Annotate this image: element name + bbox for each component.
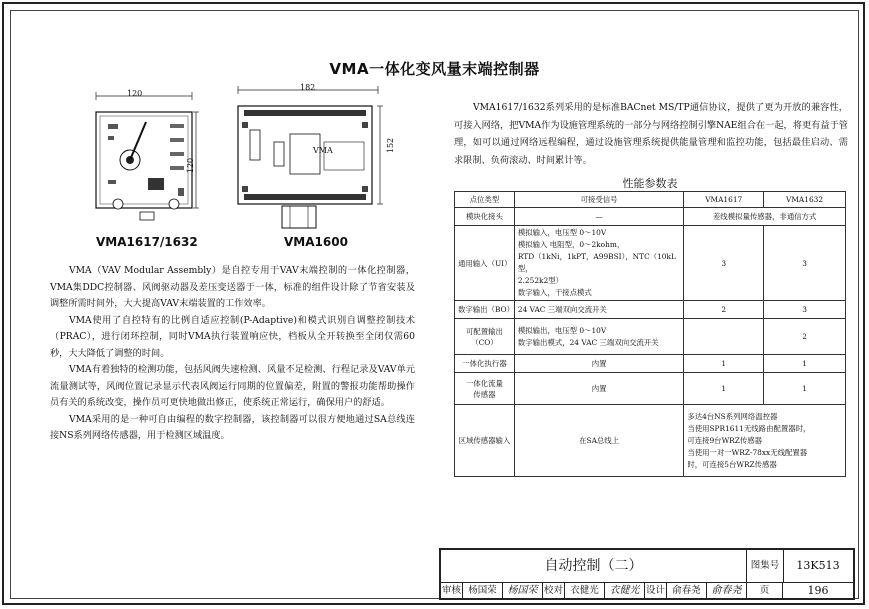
reviewer-signature: 杨国荣	[503, 582, 543, 600]
checker-signature: 衣健光	[605, 582, 645, 600]
device-label-vma1600: VMA1600	[284, 235, 348, 249]
signal-cell: 24 VAC 三端双向交流开关	[514, 301, 683, 319]
right-width-dimension: 182	[300, 83, 316, 92]
header-cell: 可接受信号	[514, 192, 683, 208]
table-row	[455, 405, 846, 477]
left-height-dimension: 120	[186, 157, 196, 174]
body-paragraph-4: VMA采用的是一种可自由编程的数字控制器，该控制器可以很方便地通过SA总线连接NS系列网络传感器，用于检测区域温度。	[50, 413, 415, 441]
table-row	[455, 319, 846, 355]
header-cell: VMA1632	[764, 192, 846, 208]
value-cell: 1	[764, 355, 846, 373]
vma1600-diagram	[228, 82, 388, 232]
designer-signature: 俞春尧	[707, 582, 747, 600]
left-width-dimension: 120	[127, 89, 143, 98]
drawing-title: 自动控制（二）	[441, 550, 747, 582]
type-cell: 一体化流量 传感器	[455, 373, 515, 405]
value-cell: 1	[684, 373, 764, 405]
table-title: 性能参数表	[622, 177, 678, 190]
intro-text: VMA1617/1632系列采用的是标准BACnet MS/TP通信协议，提供了更为开放的兼容性，可接入网络，把VMA作为设施管理系统的一部分与网络控制引擎NAE组合在一起，将更有益于管理，如可以通过网络远程编程，通过设施管理系统提供能量管理和监控功能，包括最佳启动、需求限制、负荷滚动、时间累计等。	[454, 102, 848, 166]
signal-cell: 模拟输出，电压型 0～10V 数字输出模式，24 VAC 三端双向交流开关	[514, 319, 683, 355]
signal-cell: 内置	[514, 355, 683, 373]
body-paragraph-3: VMA有着独特的检测功能，包括风阀失速检测、风量不足检测、行程记录及VAV单元流量测试等，风阀位置记录显示代表风阀运行同期的位置偏差，附置的警报功能帮助操作员有关的系统改变，操作员可更快地做出修正，使系统正常运行，确保用户的舒适。	[50, 364, 415, 408]
reviewer-name: 杨国荣	[463, 582, 503, 600]
value-cell: 3	[764, 301, 846, 319]
table-row	[455, 355, 846, 373]
page-number: 196	[807, 584, 829, 597]
header-cell: VMA1617	[684, 192, 764, 208]
type-cell: 区域传感器输入	[455, 405, 515, 477]
value-cell: 1	[684, 355, 764, 373]
value-cell: 2	[684, 301, 764, 319]
page-title: VMA一体化变风量末端控制器	[329, 60, 540, 78]
merged-cell: 多达4台NS系列网络温控器 当使用SPR1611无线路由配置器时， 可连接9台WRZ传感器 当使用一对一WRZ-78xx无线配置器 时，可连接5台WRZ传感器	[684, 405, 846, 477]
title-block	[439, 548, 855, 600]
title-block-top-row	[441, 550, 853, 583]
value-cell: 3	[684, 226, 764, 301]
type-cell: 一体化执行器	[455, 355, 515, 373]
type-cell: 通用输入（UI）	[455, 226, 515, 301]
signal-cell: 模拟输入，电压型 0～10V 模拟输入 电阻型，0～2kohm， RTD（1kNi，1kPT，A99BSI），NTC（10kL型， 2.252k2型） 数字输入，干接点模式	[514, 226, 683, 301]
body-paragraph-2: VMA使用了自控特有的比例自适应控制(P-Adaptive)和模式识别自调整控制技术（PRAC），进行闭环控制，同时VMA执行装置响应快，档板从全开转换至全闭仅需60秒，大大降低了调整的时间。	[50, 314, 415, 359]
value-cell: 1	[764, 373, 846, 405]
value-cell: 2	[764, 319, 846, 355]
checker-name: 衣健光	[565, 582, 605, 600]
header-cell: 点位类型	[455, 192, 515, 208]
table-header-row	[455, 192, 846, 208]
signal-cell: —	[514, 208, 683, 226]
atlas-label: 图集号	[747, 550, 784, 582]
signal-cell: 在SA总线上	[514, 405, 683, 477]
table-row	[455, 226, 846, 301]
board-marking: VMA	[313, 146, 333, 155]
type-cell: 模块化接头	[455, 208, 515, 226]
page-label: 页	[747, 582, 783, 600]
design-label: 设计	[645, 582, 667, 600]
value-cell	[684, 319, 764, 355]
designer-name: 俞春尧	[667, 582, 707, 600]
device-label-vma1617: VMA1617/1632	[96, 235, 198, 249]
intro-paragraph	[454, 99, 848, 169]
spec-table	[454, 191, 846, 477]
body-text	[50, 263, 415, 445]
right-height-dimension: 152	[386, 137, 396, 154]
body-paragraph-1: VMA（VAV Modular Assembly）是自控专用于VAV末端控制的一体化控制器，VMA集DDC控制器、风阀驱动器及差压变送器于一体，标准的组件设计除了节省安装及调整所需时间外，大大提高VAV末端装置的工作效率。	[50, 265, 415, 309]
signal-cell: 内置	[514, 373, 683, 405]
type-cell: 可配置输出 （CO）	[455, 319, 515, 355]
atlas-number: 13K513	[796, 559, 840, 572]
review-label: 审核	[441, 582, 463, 600]
table-row	[455, 208, 846, 226]
check-label: 校对	[543, 582, 565, 600]
value-cell: 3	[764, 226, 846, 301]
table-row	[455, 373, 846, 405]
type-cell: 数字输出（BO）	[455, 301, 515, 319]
table-row	[455, 301, 846, 319]
merged-cell: 差线模拟量传感器，非通信方式	[684, 208, 846, 226]
